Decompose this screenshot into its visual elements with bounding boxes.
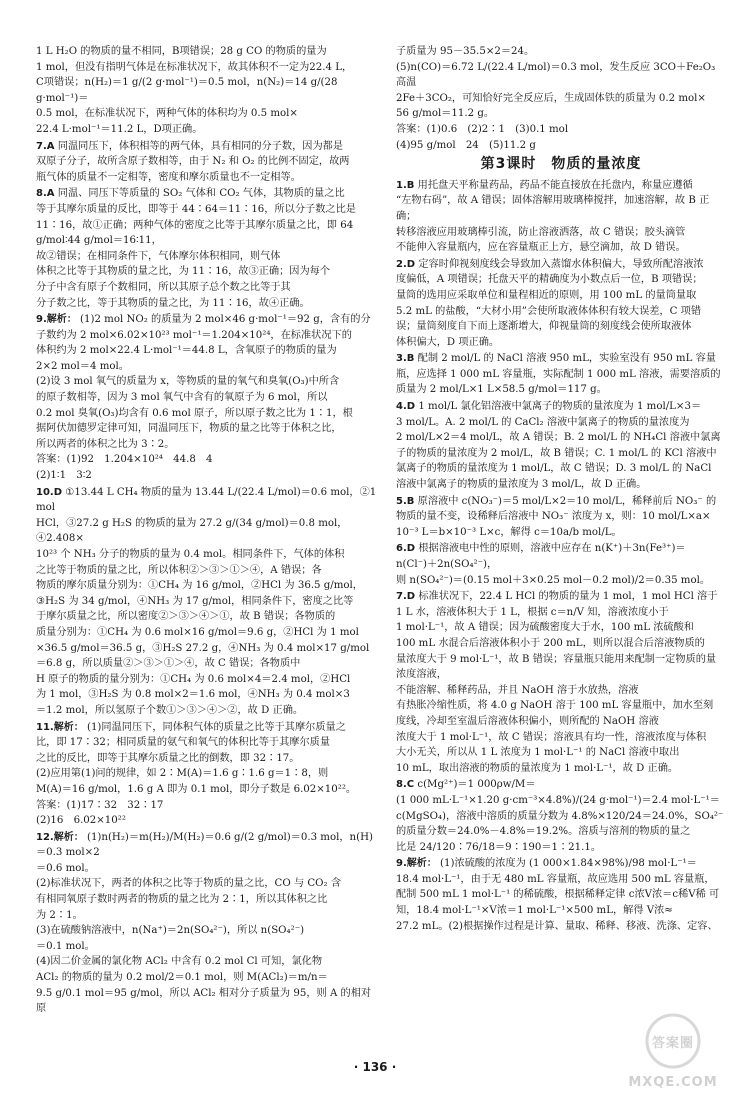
answer-line — [36, 249, 380, 265]
answer-line — [396, 430, 726, 446]
answer-line — [36, 312, 380, 328]
line-text: H 原子的物质的量分别为：①CH₄ 为 0.6 mol×4＝2.4 mol，②HCl — [36, 673, 351, 685]
line-text: 误；量筒刻度自下而上逐渐增大，仰视量筒的刻度线会使所取液体 — [396, 321, 692, 333]
line-text: M(A)＝16 g/mol，1.6 g A 即为 0.1 mol，即分子数是 6.02×10²²。 — [36, 783, 357, 795]
line-text: 同温同压下，体积相等的两气体，具有相同的分子数，因为都是 — [57, 140, 344, 152]
answer-line — [396, 240, 726, 256]
answer-key: 解析： — [46, 314, 77, 326]
answer-line — [396, 840, 726, 856]
answer-line — [36, 468, 380, 484]
answer-line — [36, 609, 380, 625]
line-text: (1)n(H₂)＝m(H₂)/M(H₂)＝0.6 g/(2 g/mol)＝0.3 mol，n(H)＝0.3 mol×2 — [36, 831, 373, 859]
line-text: 度线，冷却至室温后溶液体积偏小，则所配的 NaOH 溶液 — [396, 715, 659, 727]
line-text: (4)95 g/mol 24 (5)11.2 g — [396, 139, 536, 151]
answer-line — [36, 939, 380, 955]
line-text: c(MgSO₄)，溶液中溶质的质量分数为 4.8%×120/24＝24.0%，SO₄²⁻ — [396, 810, 724, 822]
line-text: c(Mg²⁺)＝1 000ρw/M＝ — [417, 779, 536, 791]
answer-entry — [36, 720, 380, 829]
answer-line — [36, 421, 380, 437]
answer-line — [36, 44, 380, 60]
line-text: (2)标准状况下，两者的体积之比等于物质的量之比，CO 与 CO₂ 含 — [36, 878, 342, 890]
answer-entry — [36, 44, 380, 138]
line-text: (2)16 6.02×10²² — [36, 815, 126, 827]
answer-line — [396, 730, 726, 746]
line-text: ＝6.8 g，所以质量②＞③＞①＞④，故 C 错误；各物质中 — [36, 658, 301, 670]
answer-line — [36, 296, 380, 312]
line-text: 9.5 g/0.1 mol＝95 g/mol，所以 ACl₂ 相对分子质量为 95，则 A 的相对原 — [36, 987, 372, 1015]
answer-line — [36, 218, 380, 249]
answer-line — [36, 60, 380, 76]
watermark-logo — [608, 1011, 738, 1093]
line-text: 质量分别为：①CH₄ 为 0.6 mol×16 g/mol＝9.6 g，②HCl 为 1 mol — [36, 626, 359, 638]
answer-line — [36, 908, 380, 924]
line-text: n(Cl⁻)＋2n(SO₄²⁻)， — [396, 559, 498, 570]
line-text: 之比的反比，即等于其摩尔质量之比的倒数，即 32∶17。 — [36, 752, 300, 764]
answer-key: C — [406, 779, 415, 791]
answer-line — [36, 687, 380, 703]
line-text: 大小无关，所以从 1 L 浓度为 1 mol·L⁻¹ 的 NaCl 溶液中取出 — [396, 747, 680, 759]
answer-line — [396, 122, 726, 138]
line-text: 11∶16，故①正确；两种气体的密度之比等于其摩尔质量之比，即 64 g/mol∶44 g/mol＝16∶11， — [36, 219, 354, 247]
line-text: 1 mol，但没有指明气体是在标准状况下，故其体积不一定为22.4 L， — [36, 61, 353, 73]
answer-entry — [396, 178, 726, 256]
line-text: (2)应用第(1)问的规律，如 2∶M(A)＝1.6 g∶1.6 g＝1∶8，则 — [36, 768, 329, 780]
line-text: 为 2∶1。 — [36, 909, 83, 921]
answer-entry — [396, 494, 726, 541]
line-text: 子质量为 95－35.5×2＝24。 — [396, 46, 535, 57]
answer-line — [36, 798, 380, 814]
answer-line — [396, 257, 726, 273]
answer-line — [396, 525, 726, 541]
answer-line — [396, 777, 726, 793]
line-text: (2)1∶1 3∶2 — [36, 470, 92, 482]
line-text: 配制 500 mL 1 mol·L⁻¹ 的稀硫酸，根据稀释定律 c浓V浓＝c稀V稀 可 — [396, 889, 720, 901]
answer-entry — [36, 139, 380, 186]
line-text: 原溶液中 c(NO₃⁻)＝5 mol/L×2＝10 mol/L，稀释前后 NO₃⁻ 的 — [417, 495, 717, 507]
line-text: 同温、同压下等质量的 SO₂ 气体和 CO₂ 气体，其物质的量之比 — [57, 188, 345, 200]
line-text: ＝0.1 mol。 — [36, 940, 95, 952]
line-text: 答案：(1)0.6 (2)2∶1 (3)0.1 mol — [396, 123, 569, 135]
answer-line — [396, 382, 726, 398]
answer-key: D — [406, 401, 416, 413]
answer-line — [36, 374, 380, 390]
line-text: 转移溶液应用玻璃棒引流，防止溶液洒落，故 C 错误；胶头滴管 — [396, 226, 686, 238]
answer-line — [36, 830, 380, 861]
line-text: (2)设 3 mol 氧气的质量为 x，等物质的量的氧气和臭氧(O₃)中所含 — [36, 376, 340, 388]
line-text: 1 mol·L⁻¹，故 A 错误；因为硫酸密度大于水，100 mL 浓硫酸和 — [396, 622, 694, 634]
answer-line — [396, 856, 726, 872]
answer-line — [36, 625, 380, 641]
answer-line — [396, 60, 726, 91]
question-number: 8. — [396, 779, 407, 791]
answer-line — [36, 516, 380, 547]
line-text: HCl，③27.2 g H₂S 的物质的量为 27.2 g/(34 g/mol)＝0.8 mol，④2.408× — [36, 517, 348, 545]
line-text: 3 mol/L。A. 2 mol/L 的 CaCl₂ 溶液中氯离子的物质的量浓度为 — [396, 416, 690, 428]
answer-line — [36, 703, 380, 719]
question-number: 12. — [36, 831, 54, 843]
question-number: 11. — [36, 721, 54, 733]
line-text: (1)2 mol NO₂ 的质量为 2 mol×46 g·mol⁻¹＝92 g，含有的分 — [80, 314, 371, 326]
answer-key: 解析： — [406, 858, 437, 870]
answer-line — [36, 766, 380, 782]
answer-line — [396, 272, 726, 288]
line-text: 22.4 L·mol⁻¹＝11.2 L，D项正确。 — [36, 123, 203, 135]
line-text: 于摩尔质量之比，所以密度②＞③＞④＞①，故 B 错误；各物质的 — [36, 611, 336, 623]
line-text: ＝0.6 mol。 — [36, 862, 95, 874]
answer-line — [36, 563, 380, 579]
line-text: 的质量分数＝24.0%－4.8%＝19.2%。溶质与溶剂的物质的量之 — [396, 826, 691, 838]
line-text: (1)同温同压下，同体积气体的质量之比等于其摩尔质量之 — [86, 721, 346, 733]
answer-line — [396, 178, 726, 194]
line-text: 100 mL 水混合后溶液体积小于 200 mL，则所以混合后溶液物质的 — [396, 637, 705, 649]
line-text: 答案：(1)92 1.204×10²⁴ 44.8 4 — [36, 454, 213, 466]
answer-entry — [396, 777, 726, 855]
answer-key: A — [46, 140, 55, 152]
answer-entry — [396, 541, 726, 588]
line-text: 物质的量不变，设稀释后溶液中 NO₃⁻ 浓度为 x，则：10 mol/L×a× — [396, 511, 711, 523]
answer-line — [396, 494, 726, 510]
line-text: 1 mol/L 氯化铝溶液中氯离子的物质的量浓度为 1 mol/L×3＝ — [418, 401, 702, 413]
line-text: 体积偏大，D 项正确。 — [396, 336, 500, 348]
answer-line — [36, 876, 380, 892]
right-column-continuation — [396, 44, 726, 153]
line-text: 根据溶液电中性的原则，溶液中应存在 n(K⁺)＋3n(Fe³⁺)＝ — [418, 543, 686, 555]
answer-line — [36, 547, 380, 563]
line-text: 体积之比等于其物质的量之比，为 11∶16，故③正确；因为每个 — [36, 266, 331, 278]
line-text: 子的物质的量浓度为 2 mol/L，故 B 错误；C. 1 mol/L 的 KCl 溶液中 — [396, 447, 717, 459]
answer-line — [36, 359, 380, 375]
line-text: 子数约为 2 mol×6.02×10²³ mol⁻¹＝1.204×10²⁴，在标准状况下的 — [36, 329, 352, 341]
answer-entry — [396, 44, 726, 153]
question-number: 9. — [396, 858, 407, 870]
answer-line — [36, 202, 380, 218]
answer-line — [396, 288, 726, 304]
line-text: 有相同氧原子数时两者的物质的量之比为 2∶1，所以其体积之比 — [36, 894, 328, 906]
line-text: 浓度大于 1 mol·L⁻¹，故 C 错误；溶液具有均一性，溶液浓度与体积 — [396, 731, 707, 743]
answer-key: B — [406, 495, 415, 507]
answer-line — [36, 186, 380, 202]
answer-line — [36, 154, 380, 170]
left-column — [36, 44, 380, 1018]
answer-line — [396, 106, 726, 122]
line-text: (5)n(CO)＝6.72 L/(22.4 L/mol)＝0.3 mol，发生反应 3CO＋Fe₂O₃ 高温 — [396, 61, 716, 89]
answer-line — [396, 636, 726, 652]
answer-line — [36, 578, 380, 594]
page-number: · 136 · — [353, 1060, 397, 1074]
line-text: 10 mL，取出溶液的物质的量浓度为 1 mol·L⁻¹，故 D 正确。 — [396, 762, 679, 774]
answer-line — [396, 44, 726, 60]
watermark-line2: MXQE.COM — [628, 1075, 718, 1090]
answer-line — [36, 986, 380, 1017]
line-text: 之比等于物质的量之比，所以体积②＞③＞①＞④，A 错误；各 — [36, 564, 322, 576]
watermark-line1: 答案圈 — [651, 1036, 695, 1051]
line-text: 不能伸入容量瓶内，应在容量瓶正上方，悬空滴加，故 D 错误。 — [396, 242, 686, 254]
answer-entry — [36, 830, 380, 1017]
answer-line — [396, 761, 726, 777]
answer-line — [36, 594, 380, 610]
answer-line — [396, 605, 726, 621]
answer-entry — [36, 485, 380, 719]
line-text: 答案：(1)17∶32 32∶17 — [36, 799, 164, 811]
answer-key: D — [53, 486, 63, 498]
answer-line — [36, 923, 380, 939]
answer-line — [396, 351, 726, 367]
line-text: 10²³ 个 NH₃ 分子的物质的量为 0.4 mol。相同条件下，气体的体积 — [36, 549, 345, 560]
answer-line — [396, 461, 726, 477]
line-text: 故②错误；在相同条件下，气体摩尔体积相同，则气体 — [36, 250, 281, 262]
answer-line — [36, 437, 380, 453]
answer-line — [396, 745, 726, 761]
answer-line — [36, 170, 380, 186]
line-text: ×36.5 g/mol＝36.5 g，③H₂S 27.2 g，④NH₃ 为 0.4 mol×17 g/mol — [36, 642, 370, 654]
question-number: 1. — [396, 179, 407, 191]
question-number: 5. — [396, 495, 407, 507]
line-text: 1 L 水，溶液体积大于 1 L，根据 c＝n/V 知，溶液浓度小于 — [396, 606, 669, 618]
line-text: 体积约为 2 mol×22.4 L·mol⁻¹＝44.8 L，含氧原子的物质的量为 — [36, 345, 337, 357]
line-text: 比，即 17∶32；相同质量的氨气和氧气的体积比等于其摩尔质量 — [36, 737, 331, 749]
line-text: “左物右码”，故 A 错误；固体溶解用玻璃棒搅拌，加速溶解，故 B 正确； — [396, 195, 710, 222]
answer-line — [36, 641, 380, 657]
answer-line — [36, 452, 380, 468]
answer-line — [36, 813, 380, 829]
answer-line — [396, 872, 726, 888]
answer-line — [36, 485, 380, 516]
line-text: 18.4 mol·L⁻¹，由于无 480 mL 容量瓶，故应选用 500 mL 容量瓶， — [396, 873, 715, 885]
line-text: 5.2 mL 的盐酸，“大材小用”会使所取液体体积有较大误差，C 项错 — [396, 305, 702, 317]
line-text: 比是 24/120∶76/18＝9∶190＝1∶21.1。 — [396, 841, 602, 853]
answer-key: B — [406, 179, 415, 191]
line-text: 瓶气体的质量不一定相等，密度和摩尔质量也不一定相等。 — [36, 171, 301, 183]
answer-line — [396, 903, 726, 919]
answer-line — [396, 541, 726, 557]
answer-entry — [396, 351, 726, 398]
answer-key: D — [406, 543, 416, 555]
answer-line — [36, 892, 380, 908]
line-text: (1 000 mL·L⁻¹×1.20 g·cm⁻³×4.8%)/(24 g·mol⁻¹)＝2.4 mol·L⁻¹＝ — [396, 794, 720, 806]
answer-line — [36, 390, 380, 406]
answer-key: D — [406, 591, 416, 603]
line-text: 量浓度大于 9 mol·L⁻¹，故 B 错误；容量瓶只能用来配制一定物质的量浓度溶液， — [396, 653, 717, 681]
answer-line — [396, 399, 726, 415]
answer-line — [396, 793, 726, 809]
line-text: (3)在硫酸钠溶液中，n(Na⁺)＝2n(SO₄²⁻)，所以 n(SO₄²⁻) — [36, 925, 305, 937]
line-text: 2Fe＋3CO₂，可知恰好完全反应后，生成固体铁的质量为 0.2 mol× — [396, 92, 706, 104]
line-text: 则 n(SO₄²⁻)＝(0.15 mol＋3×0.25 mol－0.2 mol)/2＝0.35 mol。 — [396, 574, 711, 586]
question-number: 7. — [36, 140, 47, 152]
answer-line — [36, 970, 380, 986]
answer-line — [396, 91, 726, 107]
answer-entry — [396, 257, 726, 351]
line-text: ③H₂S 为 34 g/mol，④NH₃ 为 17 g/mol，相同条件下，密度之比等 — [36, 595, 354, 607]
question-number: 6. — [396, 543, 407, 555]
line-text: 量筒的选用应采取单位和量程相近的原则，用 100 mL 的量筒量取 — [396, 289, 697, 301]
line-text: 度偏低，A 项错误；托盘天平的精确度为小数点后一位，B 项错误； — [396, 274, 703, 286]
line-text: 瓶，应选择 1 000 mL 容量瓶，实际配制 1 000 mL 溶液，需要溶质的 — [396, 368, 721, 380]
answer-line — [36, 343, 380, 359]
line-text: (4)因二价金属的氯化物 ACl₂ 中含有 0.2 mol Cl 可知，氯化物 — [36, 956, 323, 968]
answer-line — [36, 861, 380, 877]
line-text: 定容时仰视刻度线会导致加入蒸馏水体积偏大，导致所配溶液浓 — [418, 258, 704, 270]
answer-entry — [396, 399, 726, 493]
line-text: 知，18.4 mol·L⁻¹×V浓＝1 mol·L⁻¹×500 mL，解得 V浓≈ — [396, 905, 673, 917]
line-text: (1)浓硫酸的浓度为 (1 000×1.84×98%)/98 mol·L⁻¹＝ — [440, 858, 697, 870]
answer-line — [396, 319, 726, 335]
line-text: 2 mol/L×2＝4 mol/L，故 A 错误；B. 2 mol/L 的 NH₄Cl 溶液中氯离 — [396, 432, 721, 444]
line-text: ＝1.2 mol，所以氢原子个数①＞③＞④＞②，故 D 正确。 — [36, 704, 304, 716]
line-text: 物质的摩尔质量分别为：①CH₄ 为 16 g/mol，②HCl 为 36.5 g/mol， — [36, 580, 363, 592]
line-text: 56 g/mol＝11.2 g。 — [396, 108, 495, 120]
answer-key: A — [46, 188, 55, 200]
line-text: 0.5 mol，在标准状况下，两种气体的体积均为 0.5 mol× — [36, 108, 298, 120]
answer-line — [396, 589, 726, 605]
answer-line — [396, 683, 726, 699]
question-number: 2. — [396, 258, 407, 270]
answer-line — [396, 573, 726, 589]
answer-line — [396, 335, 726, 351]
line-text: 双原子分子，故所含原子数相等，由于 N₂ 和 O₂ 的比例不固定，故两 — [36, 156, 350, 168]
answer-line — [36, 782, 380, 798]
answer-entry — [36, 312, 380, 484]
answer-line — [396, 919, 726, 935]
section-title: 第3课时 物质的量浓度 — [480, 156, 642, 173]
answer-key: 解析： — [53, 721, 84, 733]
question-number: 10. — [36, 486, 54, 498]
answer-line — [396, 620, 726, 636]
answer-line — [36, 75, 380, 106]
answer-line — [36, 720, 380, 736]
answer-line — [396, 415, 726, 431]
answer-entry — [396, 589, 726, 776]
answer-line — [396, 652, 726, 683]
line-text: 的原子数相等，因为 3 mol 氧气中含有的氧原子为 6 mol，所以 — [36, 392, 328, 404]
line-text: 0.2 mol 臭氧(O₃)均含有 0.6 mol 原子，所以原子数之比为 1∶1，根 — [36, 407, 353, 419]
line-text: 2×2 mol＝4 mol。 — [36, 360, 129, 372]
answer-line — [396, 446, 726, 462]
answer-line — [396, 367, 726, 383]
question-number: 9. — [36, 314, 47, 326]
line-text: 10⁻³ L＝b×10⁻³ L×c，解得 c＝10a/b mol/L。 — [396, 526, 622, 538]
answer-line — [396, 193, 726, 224]
answer-line — [36, 751, 380, 767]
answer-line — [396, 477, 726, 493]
answer-line — [396, 698, 726, 714]
line-text: 27.2 mL。(2)根据操作过程是计算、量取、稀释、移液、洗涤、定容、 — [396, 920, 718, 932]
line-text: 标准状况下，22.4 L HCl 的物质的量为 1 mol，1 mol HCl 溶于 — [418, 591, 718, 603]
line-text: 1 L H₂O 的物质的量不相同，B项错误；28 g CO 的物质的量为 — [36, 46, 327, 57]
answer-line — [396, 809, 726, 825]
answer-line — [36, 280, 380, 296]
line-text: 据阿伏加德罗定律可知，同温同压下，物质的量之比等于体积之比， — [36, 423, 342, 435]
answer-line — [36, 106, 380, 122]
answer-line — [36, 656, 380, 672]
answer-line — [36, 954, 380, 970]
line-text: 等于其摩尔质量的反比，即等于 44∶64＝11∶16，所以分子数之比是 — [36, 203, 356, 215]
line-text: 有热胀冷缩性质，将 4.0 g NaOH 溶于 100 mL 容量瓶中，加水至刻 — [396, 700, 714, 712]
line-text: C项错误；n(H₂)＝1 g/(2 g·mol⁻¹)＝0.5 mol，n(N₂)＝14 g/(28 g·mol⁻¹)＝ — [36, 77, 338, 104]
answer-line — [36, 735, 380, 751]
line-text: 分子数之比，等于其物质的量之比，为 11∶16，故④正确。 — [36, 297, 310, 309]
answer-line — [36, 139, 380, 155]
line-text: ①13.44 L CH₄ 物质的量为 13.44 L/(22.4 L/mol)＝0.6 mol，②1 mol — [36, 486, 377, 514]
answer-line — [396, 509, 726, 525]
line-text: 分子中含有原子个数相同，所以其原子总个数之比等于其 — [36, 281, 291, 293]
answer-key: D — [406, 258, 416, 270]
line-text: 为 1 mol，③H₂S 为 0.8 mol×2＝1.6 mol，④NH₃ 为 0.4 mol×3 — [36, 689, 350, 701]
answer-line — [396, 824, 726, 840]
right-column-answers — [396, 178, 726, 935]
answer-entry — [36, 186, 380, 311]
line-text: ACl₂ 的物质的量为 0.2 mol/2＝0.1 mol，则 M(ACl₂)＝m/n＝ — [36, 972, 328, 984]
answer-line — [36, 264, 380, 280]
line-text: 质量为 2 mol/L×1 L×58.5 g/mol＝117 g。 — [396, 384, 607, 396]
question-number: 8. — [36, 188, 47, 200]
line-text: 用托盘天平称量药品，药品不能直接放在托盘内，称量应遵循 — [417, 179, 693, 191]
answer-key: 解析： — [53, 831, 84, 843]
answer-line — [36, 672, 380, 688]
question-number: 7. — [396, 591, 407, 603]
answer-line — [36, 406, 380, 422]
answer-line — [396, 887, 726, 903]
question-number: 3. — [396, 353, 407, 365]
question-number: 4. — [396, 401, 407, 413]
line-text: 溶液中氯离子的物质的量浓度为 3 mol/L，故 D 正确。 — [396, 479, 647, 491]
line-text: 不能溶解、稀释药品，并且 NaOH 溶于水放热，溶液 — [396, 684, 639, 696]
answer-line — [396, 138, 726, 154]
answer-line — [396, 225, 726, 241]
line-text: 氯离子的物质的量浓度为 1 mol/L，故 C 错误；D. 3 mol/L 的 NaCl — [396, 463, 712, 475]
right-column — [396, 44, 726, 935]
line-text: 配制 2 mol/L 的 NaCl 溶液 950 mL，实验室没有 950 mL 容量 — [417, 353, 716, 365]
answer-line — [396, 557, 726, 573]
answer-line — [396, 714, 726, 730]
answer-key: B — [406, 353, 415, 365]
answer-line — [396, 304, 726, 320]
answer-line — [36, 328, 380, 344]
line-text: 所以两者的体积之比为 3∶2。 — [36, 438, 175, 450]
answer-line — [36, 122, 380, 138]
answer-entry — [396, 856, 726, 934]
